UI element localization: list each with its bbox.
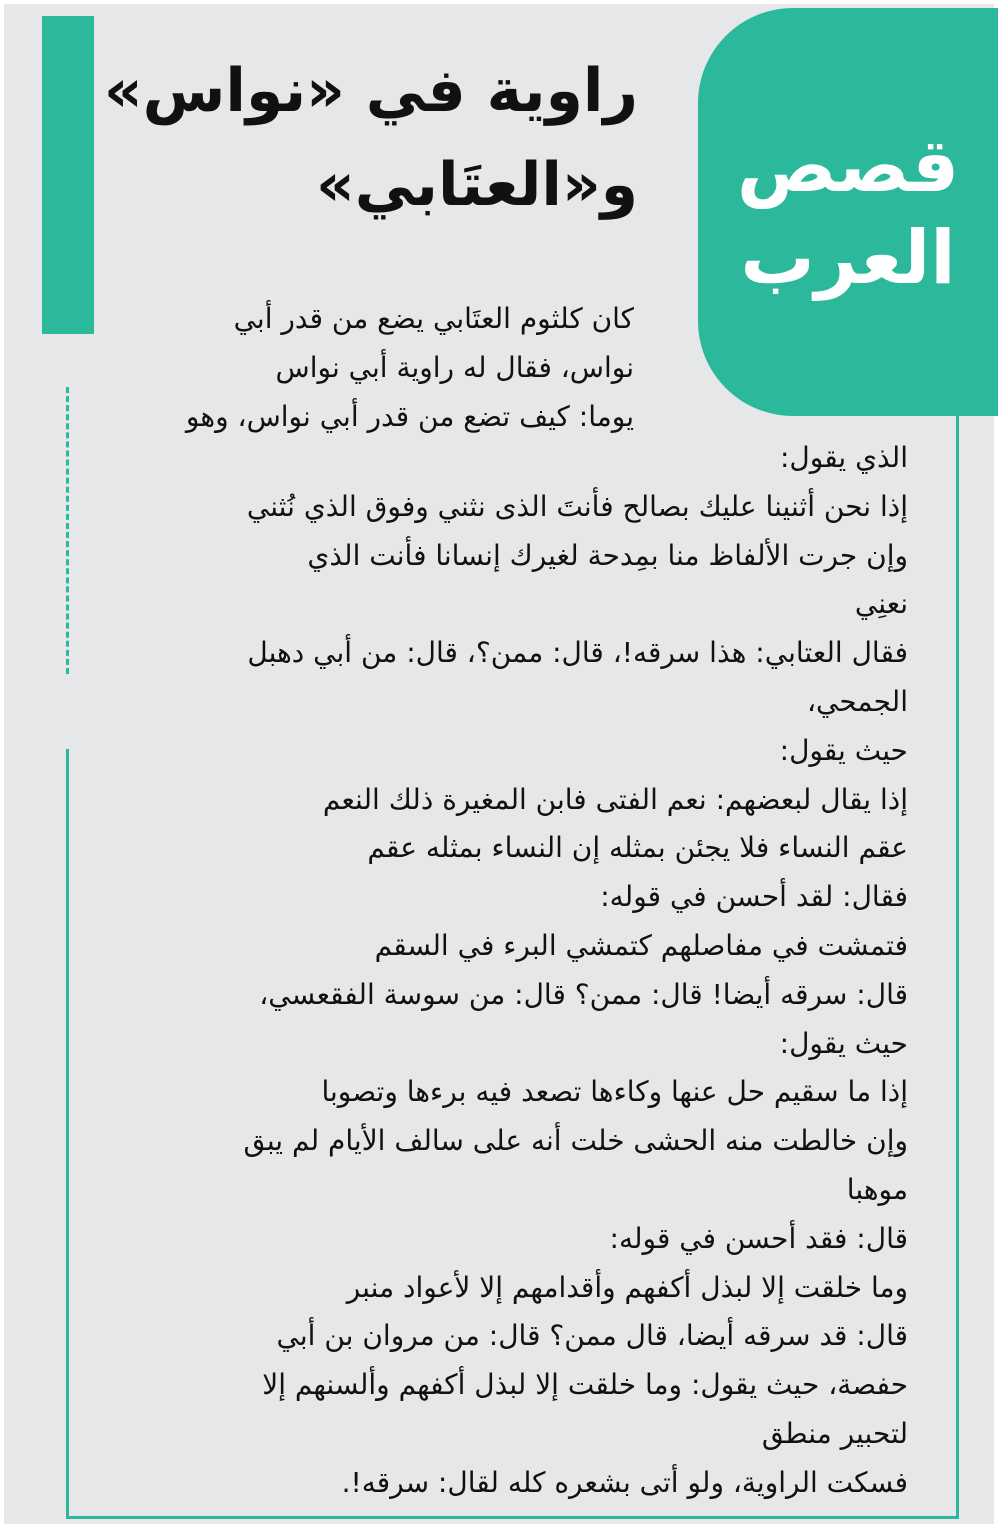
body-line: قال: سرقه أيضا! قال: ممن؟ قال: من سوسة الفقعسي،	[259, 977, 908, 1011]
body-line: إذا ما سقيم حل عنها وكاءها تصعد فيه برءها وتصوبا	[321, 1075, 908, 1109]
body-line: الجمحي،	[806, 684, 908, 718]
frame-bottom-border	[66, 1516, 959, 1519]
body-line: فقال العتابي: هذا سرقه!، قال: ممن؟، قال: من أبي دهبل	[247, 636, 908, 670]
body-line: حفصة، حيث يقول: وما خلقت إلا لبذل أكفهم وألسنهم إلا	[262, 1368, 908, 1402]
article-headline	[78, 44, 638, 232]
body-line: وإن خالطت منه الحشى خلت أنه على سالف الأيام لم يبق	[243, 1124, 908, 1158]
intro-paragraph	[34, 294, 634, 441]
body-line: إذا نحن أثنينا عليك بصالح فأنتَ الذى نثني وفوق الذي نُثني	[246, 489, 908, 523]
body-line: فتمشت في مفاصلهم كتمشي البرء في السقم	[374, 928, 908, 962]
article-body	[98, 434, 908, 1508]
article-page	[4, 4, 994, 1524]
body-line: لتحبير منطق	[761, 1416, 908, 1450]
body-line: موهبا	[846, 1172, 908, 1206]
frame-right-border	[956, 384, 959, 1519]
intro-line: نواس، فقال له راوية أبي نواس	[275, 351, 634, 384]
body-line: فقال: لقد أحسن في قوله:	[600, 880, 908, 914]
body-line: حيث يقول:	[779, 1026, 908, 1060]
body-line: فسكت الراوية، ولو أتى بشعره كله لقال: سرقه!.	[341, 1465, 908, 1499]
body-line: الذي يقول:	[779, 441, 908, 474]
body-line: عقم النساء فلا يجئن بمثله إن النساء بمثله عقم	[367, 831, 908, 865]
body-line: إذا يقال لبعضهم: نعم الفتى فابن المغيرة ذلك النعم	[322, 782, 908, 816]
body-line: حيث يقول:	[779, 733, 908, 767]
headline-line-2: و«العتَابي»	[315, 150, 638, 220]
body-line: قال: فقد أحسن في قوله:	[609, 1221, 908, 1255]
intro-line: كان كلثوم العتَابي يضع من قدر أبي	[233, 302, 634, 335]
body-line: وما خلقت إلا لبذل أكفهم وأقدامهم إلا لأعواد منبر	[346, 1270, 908, 1304]
frame-left-border	[66, 749, 69, 1519]
body-line: نعنِي	[854, 587, 908, 621]
section-badge-line-2: العرب	[740, 215, 956, 301]
body-line: وإن جرت الألفاظ منا بمِدحة لغيرك إنسانا فأنت الذي	[307, 538, 908, 572]
headline-line-1: راوية في «نواس»	[103, 56, 638, 126]
section-badge	[698, 8, 998, 416]
intro-line: يوما: كيف تضع من قدر أبي نواس، وهو	[185, 400, 634, 433]
section-badge-line-1: قصص	[736, 123, 960, 209]
body-line: قال: قد سرقه أيضا، قال ممن؟ قال: من مروان بن أبي	[276, 1319, 908, 1353]
